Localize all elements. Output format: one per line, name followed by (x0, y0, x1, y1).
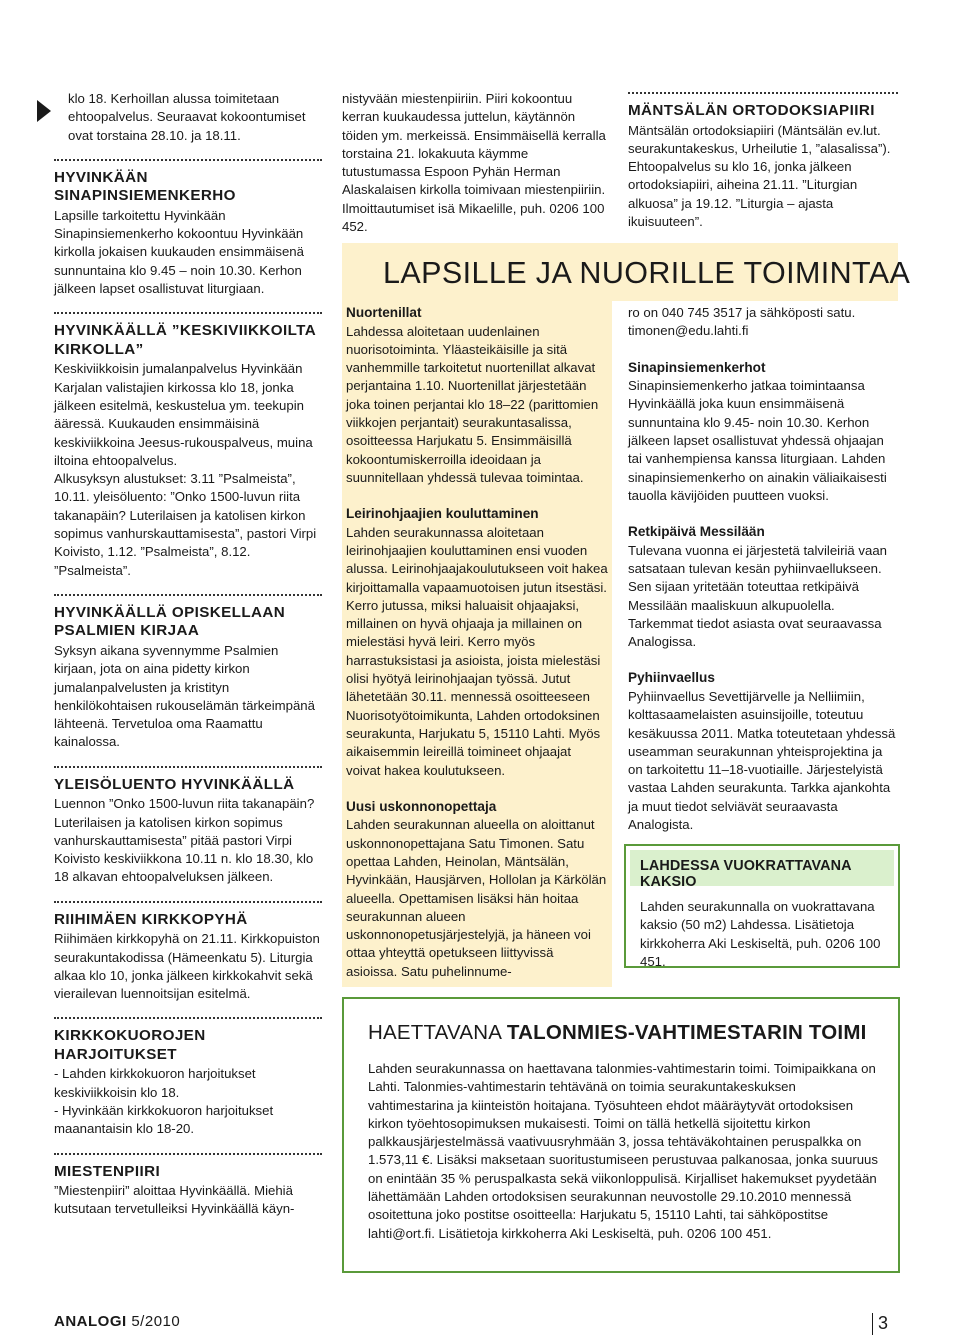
subsection-body: Lahdessa aloitetaan uudenlainen nuorisotoiminta. Yläasteikäisille ja sitä vanhemmille tarkoitetut nuortenillat alkavat perjantaina 1.10. Nuortenillat järjestetään joka toinen perjantai klo 18–22 (parittomien viikkojen perjantait) seurakuntasalissa, osoitteessa Harjukatu 5. Ensimmäisillä kokoontumiskerroilla ideoidaan ja suunnitellaan yhdessä tulevaa toimintaa. (346, 323, 599, 485)
subsection-title: Retkipäivä Messilään (628, 524, 765, 540)
divider (54, 1017, 322, 1019)
divider (54, 312, 322, 314)
section-title: YLEISÖLUENTO HYVINKÄÄLLÄ (54, 775, 295, 793)
section-body: ”Miestenpiiri” aloittaa Hyvinkäällä. Miehiä kutsutaan tervetulleiksi Hyvinkäällä käyn- (54, 1183, 295, 1217)
section-body: Syksyn aikana syvennymme Psalmien kirjaan, jota on aina pidetty kirkon jumalanpalvelusten ja kristityn henkilökohtaisen rukouselämän tärkeimpänä lähteenä. Tervetuloa oma Raamattu kainalossa. (54, 642, 315, 750)
middle-column-top (342, 90, 607, 236)
job-posting-body: Lahden seurakunnassa on haettavana talonmies-vahtimestarin toimi. Toimipaikkana on Lahti. Talonmies-vahtimestarin tehtävänä on toimia seurakuntakeskuksen vahtimestarina ja kiinteistön hoitajana. Työsuhteen ehdot määräytyvät ortodoksisen kirkon työehtosopimuksen mukaisesti. Toimi on tällä hetkellä sijoitettu kirkon palkkausjärjestelmässä vaativuusryhmään 3, jossa tehtäväkohtainen peruspalkka on 1.573,11 €. Lisäksi maksetaan suoritustumiseen perustuvaa palkanosaa, jonka suuruus on enintään 35 % peruspalkasta sekä viikonloppulisä. Kirjalliset hakemukset pyydetään lähettämään Lahden ortodoksisen seurakunnan neuvostolle 29.10.2010 mennessä osoitettuna joko postitse osoitteella: Harjukatu 5, 15110 Lahti, tai sähköpostitse lahti@ort.fi. Lisätietoja kirkkoherra Aki Leskiseltä, puh. 0206 100 451. (368, 1061, 878, 1241)
section-title: MÄNTSÄLÄN ORTODOKSIAPIIRI (628, 102, 875, 119)
section-title: HYVINKÄÄLLÄ OPISKELLAAN PSALMIEN KIRJAA (54, 603, 286, 640)
section-title: MIESTENPIIRI (54, 1162, 161, 1180)
divider (54, 1153, 322, 1155)
section-body: Lapsille tarkoitettu Hyvinkään Sinapinsiemenkerho kokoontuu Hyvinkään kirkolla jokaisen kuukauden ensimmäisenä sunnuntaina klo 9.45 – noin 10.30. Kerhon jälkeen lapset osallistuvat liturgiaan. (54, 207, 304, 297)
section-body: Luennon ”Onko 1500-luvun riita takanapäin? Luterilaisen ja katolisen kirkon sopimus vanhurskauttamisesta” pitää pastori Virpi Koivisto keskiviikkona 10.11 n. klo 18.30, klo 18 alkavan ehtoopalveluksen jälkeen. (54, 796, 315, 885)
magazine-name: ANALOGI (54, 1313, 127, 1330)
job-posting-title-bold: TALONMIES-VAHTIMESTARIN TOIMI (506, 1021, 867, 1044)
youth-activities-left-column (342, 304, 612, 981)
magazine-footer (54, 1313, 180, 1330)
section-body: Keskiviikkoisin jumalanpalvelus Hyvinkään Karjalan valistajien kirkossa klo 18, jonka jälkeen esitelmä, keskustelua ym. teekupin ääressä. Kuukauden ensimmäisinä keskiviikkoina Jeesus-rukouspalveus, muina iltoina ehtoopalvelus. (54, 361, 313, 468)
youth-activities-right-column (628, 304, 898, 834)
job-posting-box (342, 997, 900, 1273)
subsection-title: Sinapinsiemenkerhot (628, 359, 766, 375)
subsection-body: Lahden seurakunnan alueella on aloittanut uskonnonopettajana Satu Timonen. Satu opettaa Lahden, Heinolan, Mäntsälän, Hyvinkään, Hausjärven, Hollolan ja Kärkölän alueella. Opettamisen lisäksi hän hoitaa seurakunnan alueen uskonnonopetusjärjestelyjä, ja häneen voi ottaa yhteyttä opetukseen liittyvissä asioissa. Satu puhelinnume- (346, 817, 607, 979)
continued-text: nistyvään miestenpiiriin. Piiri kokoontuu kerran kuukaudessa juttelun, käytännön töiden ym. merkeissä. Ensimmäisellä kerralla torstaina 21. lokakuuta käymme tutustumassa Espoon Pyhän Herman Alaskalaisen kirkolla toimivaan miestenpiiriin. Ilmoittautumiset isä Mikaelille, puh. 0206 100 452. (342, 91, 606, 235)
subsection-body: Tulevana vuonna ei järjestetä talvileiriä vaan satsataan tulevan kesän pyhiinvaellukseen. Sen sijaan yritetään toteuttaa retkipäivä Messilään maaliskuun alkupuolella. Tarkemmat tiedot asiasta ovat seuraavassa Analogissa. (628, 542, 888, 650)
divider (54, 766, 322, 768)
section-body: Riihimäen kirkkopyhä on 21.11. Kirkkopuiston seurakuntakodissa (Hämeenkatu 5). Liturgia alkaa klo 10, jonka jälkeen kirkkokahvit sekä vierailevan luennoitsijan esitelmä. (54, 931, 320, 1002)
section-title: HYVINKÄÄLLÄ ”KESKIVIIKKOILTA KIRKOLLA” (54, 322, 316, 358)
divider (54, 159, 322, 161)
section-body: Mäntsälän ortodoksiapiiri (Mäntsälän ev.lut. seurakuntakeskus, Urheilutie 1, ”alasalissa”). Ehtoopalvelus su klo 16, jonka jälkeen ortodoksiapiiri, aiheina 21.11. ”Liturgian alkuosa” ja 19.12. ”Liturgia – ajasta ikuisuuteen”. (628, 122, 891, 229)
job-posting-title (368, 1021, 867, 1045)
subsection-body: Sinapinsiemenkerho jatkaa toimintaansa Hyvinkäällä joka kuun ensimmäisenä sunnuntaina klo 9.45- noin 10.30. Kerhon jälkeen lapset osallistuvat yhdessä ohjaajan tai vanhempiensa kanssa liturgiaan. Lahden sinapinsiemenkerho on ainakin väliaikaisesti tauolla kävijöiden puutteen vuoksi. (628, 378, 887, 503)
subsection-title: Nuortenillat (346, 305, 422, 320)
apartment-rental-body: Lahden seurakunnalla on vuokrattavana kaksio (50 m2) Lahdessa. Lisätietoja kirkkoherra Aki Leskiseltä, puh. 0206 100 451. (640, 899, 881, 969)
continuation-arrow-icon (37, 100, 51, 122)
youth-activities-title: LAPSILLE JA NUORILLE TOIMINTAA (383, 256, 911, 290)
section-title: RIIHIMÄEN KIRKKOPYHÄ (54, 910, 248, 928)
right-column-top (628, 92, 898, 231)
apartment-rental-title: LAHDESSA VUOKRATTAVANA KAKSIO (630, 850, 894, 886)
divider (628, 92, 898, 94)
subsection-body: Pyhiinvaellus Sevettijärvelle ja Nelliimiin, kolttasaamelaisten asuinsijoille, toteutuu kesäkuussa 2011. Matka toteutetaan yhdessä useamman seurakunnan yhteisprojektina ja on tarkoitettu 11–18-vuotiaille. Järjestelyistä vastaa Lahden seurakunta. Tarkka ajankohta ja muut tiedot selviävät seuraavasta Analogista. (628, 688, 896, 833)
section-title: KIRKKOKUOROJEN HARJOITUKSET (54, 1027, 206, 1063)
footer-divider (872, 1313, 873, 1335)
intro-text: klo 18. Kerhoillan alussa toimitetaan ehtoopalvelus. Seuraavat kokoontumiset ovat torstaina 28.10. ja 18.11. (68, 91, 306, 143)
subsection-title: Pyhiinvaellus (628, 670, 715, 686)
section-body-continued: Alkusyksyn alustukset: 3.11 ”Psalmeista”, 10.11. yleisöluento: ”Onko 1500-luvun riita takanapäin? Luterilaisen ja katolisen kirkon sopimus vanhurskauttamisesta”, pastori Virpi Koivisto, 1.12. ”Psalmeista”, 8.12. ”Psalmeista”. (54, 471, 317, 578)
section-body-continued: - Hyvinkään kirkkokuoron harjoitukset maanantaisin klo 18-20. (54, 1102, 274, 1137)
divider (54, 594, 322, 596)
section-title: HYVINKÄÄN SINAPINSIEMENKERHO (54, 168, 236, 205)
subsection-title: Uusi uskonnonopettaja (346, 798, 497, 814)
subsection-title: Leirinohjaajien kouluttaminen (346, 506, 539, 522)
left-column (54, 90, 322, 1219)
job-posting-title-prefix: HAETTAVANA (368, 1021, 501, 1044)
section-body: - Lahden kirkkokuoron harjoitukset keskiviikkoisin klo 18. (54, 1066, 256, 1100)
apartment-rental-box (624, 844, 900, 968)
issue-number: 5/2010 (126, 1313, 181, 1330)
divider (54, 901, 322, 903)
page-number: 3 (878, 1313, 890, 1333)
continued-text: ro on 040 745 3517 ja sähköposti satu. timonen@edu.lahti.fi (628, 305, 856, 339)
subsection-body: Lahden seurakunnassa aloitetaan leirinohjaajien kouluttaminen ensi vuoden alussa. Leirinohjaajakoulutukseen voit hakea kirjoittamalla vapaamuotoisen jutun itsestäsi. Kerro jutussa, miksi haluaisit ohjaajaksi, millainen on hyvä ohjaaja ja millainen on mielestäsi hyvä leiri. Kerro myös harrastuksistasi ja asioista, joista mielestäsi olisi hyötyä leirinohjaajan työssä. Jutut lähetetään 30.11. mennessä osoitteeseen Nuorisotyötoimikunta, Lahden ortodoksinen seurakunta, Harjukatu 5, 15110 Lahti. Myös aikaisemmin leireillä toimineet ohjaajat voivat hakea koulutukseen. (346, 524, 608, 778)
